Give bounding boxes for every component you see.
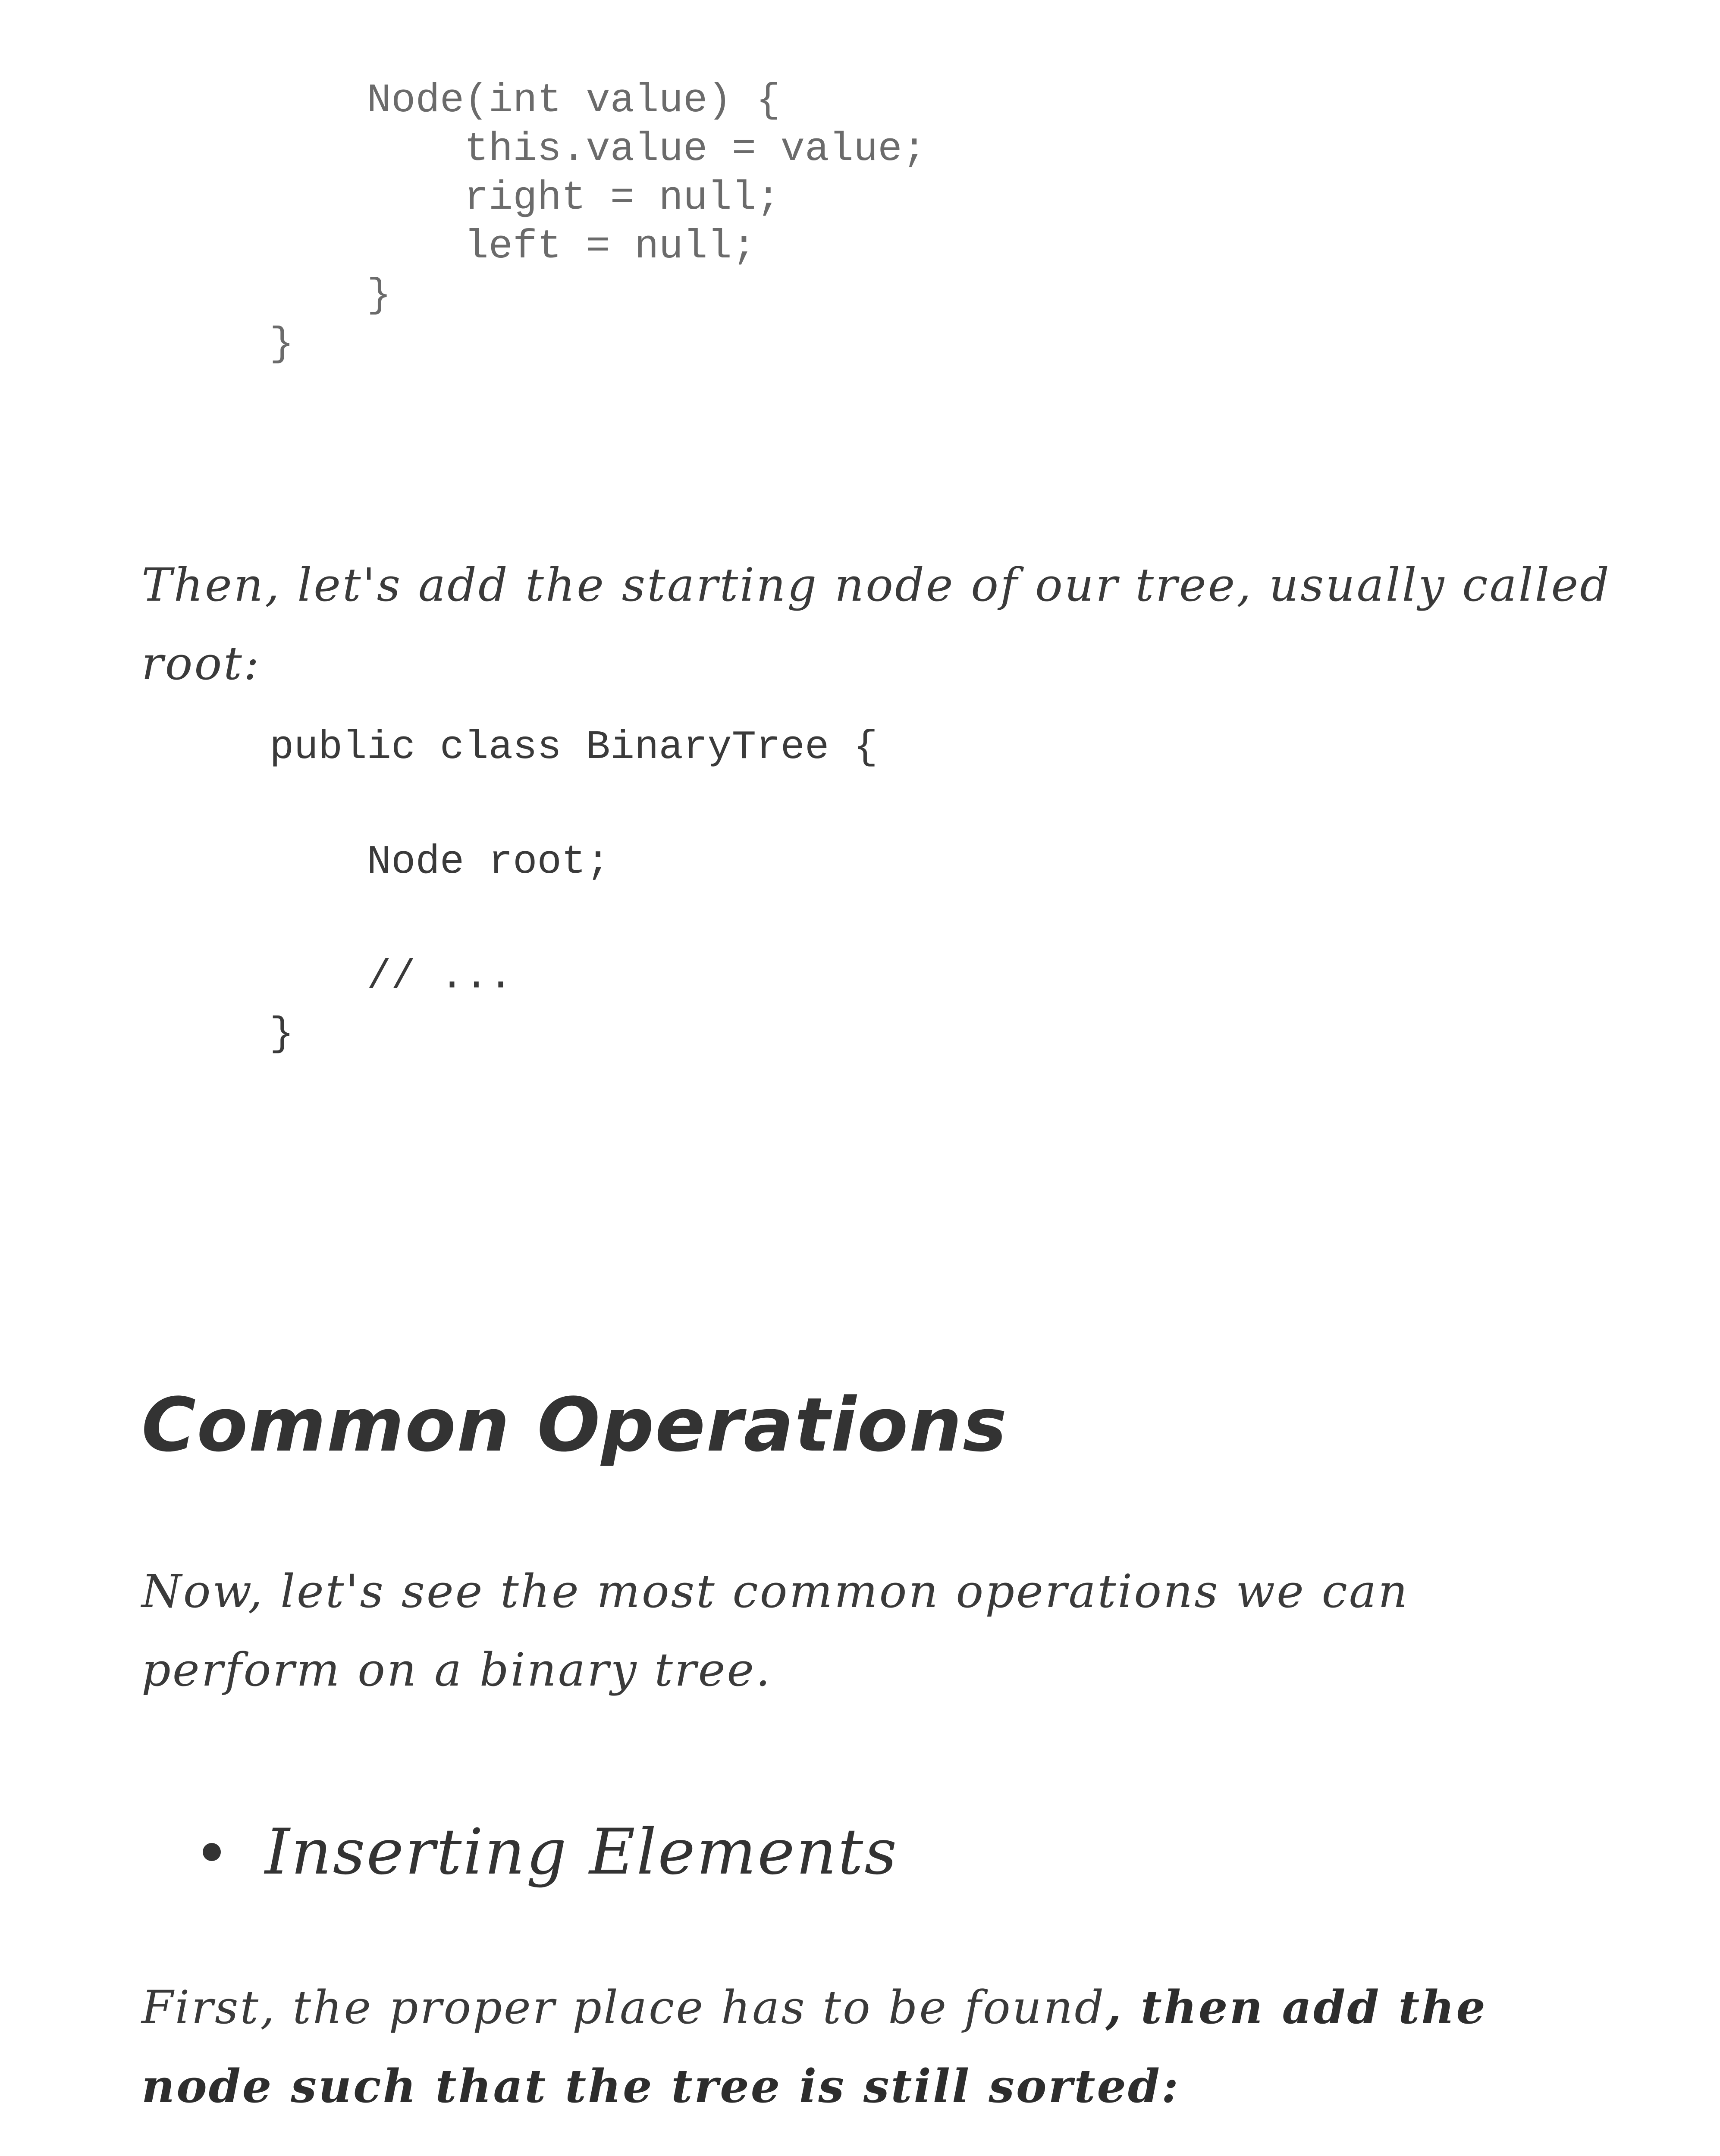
code-line (270, 777, 878, 834)
paragraph-tail: : (243, 637, 261, 690)
code-line: } (270, 1012, 294, 1057)
code-block-binary-tree (270, 719, 878, 1063)
root-emphasis: root (141, 637, 244, 690)
code-line: Node(int value) { (270, 78, 781, 124)
code-line: } (270, 273, 392, 319)
code-line (270, 891, 878, 949)
paragraph-insert-description (141, 1968, 1625, 2126)
section-intro: Now, let's see the most common operations we can perform on a binary tree. (141, 1565, 1409, 1696)
paragraph-root-intro (141, 546, 1625, 703)
paragraph-text: Then, let's add the starting node of our tree, usually called (141, 558, 1611, 611)
code-line: left = null; (270, 224, 756, 270)
bullet-marker (203, 1843, 221, 1861)
paragraph-text: First, the proper place has to be found (141, 1981, 1106, 2034)
section-heading: Common Operations (141, 1382, 1008, 1468)
code-line: this.value = value; (270, 127, 927, 172)
code-line: Node root; (270, 840, 610, 885)
code-line: // ... (270, 954, 513, 1000)
bullet-item-inserting-elements (203, 1809, 898, 1895)
paragraph-strong: , then add the node such that the tree is still sorted: (141, 1980, 1487, 2113)
code-line: public class BinaryTree { (270, 725, 878, 771)
code-block-node-constructor (270, 77, 926, 369)
bullet-label: Inserting Elements (265, 1815, 898, 1889)
code-line: right = null; (270, 175, 781, 221)
code-line: } (270, 322, 294, 367)
